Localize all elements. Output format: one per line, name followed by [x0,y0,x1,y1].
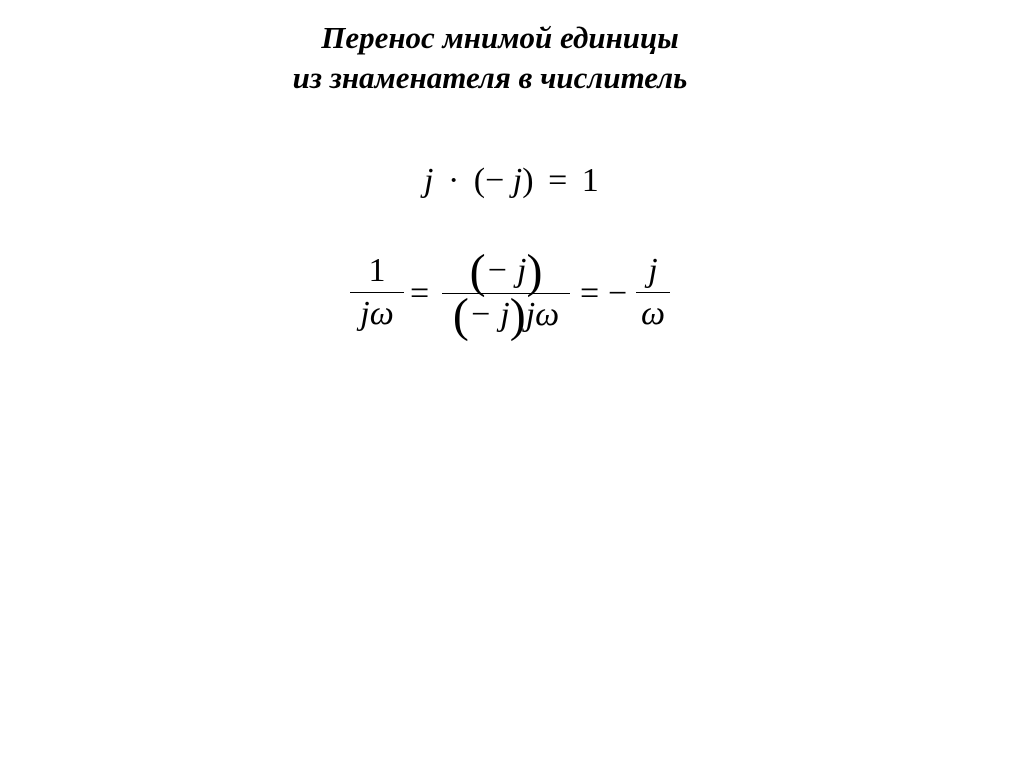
eq1-lparen: ( [473,162,486,199]
equation-fraction-transform [350,245,690,360]
eq2-minus: − [608,275,628,312]
frac2-num-inner: − j [485,252,527,289]
frac1-numerator: 1 [368,252,386,289]
frac3-numerator: j [648,252,658,289]
eq1-dot: · [447,162,460,199]
fraction-1-over-j-omega [350,250,404,335]
frac2-denominator [442,289,570,342]
eq1-equals: = [548,162,568,199]
frac2-den-inner: − j [468,296,510,333]
slide-title-line-2: из знаменателя в числитель [292,60,688,95]
eq1-rparen: ) [522,162,534,199]
eq1-minus: − [485,162,505,199]
eq2-equals-2: = [580,275,600,312]
frac2-num-rparen: ) [526,245,543,298]
slide-title-line-1: Перенос мнимой единицы [321,20,679,55]
eq1-j2: j [512,162,523,199]
eq2-equals-1: = [410,275,430,312]
fraction-j-over-omega [636,250,670,335]
frac1-denominator: jω [360,295,394,332]
frac2-num-lparen: ( [469,245,486,298]
equation-j-times-minus-j [424,162,599,200]
frac2-den-rparen: ) [509,289,526,342]
frac2-numerator [442,245,570,298]
frac3-denominator: ω [640,295,665,332]
frac2-den-tail: jω [525,296,560,333]
eq1-one: 1 [581,162,599,199]
fraction-minus-j-over-minus-j-j-omega [442,245,570,342]
frac2-den-lparen: ( [452,289,469,342]
eq1-j: j [424,162,434,199]
